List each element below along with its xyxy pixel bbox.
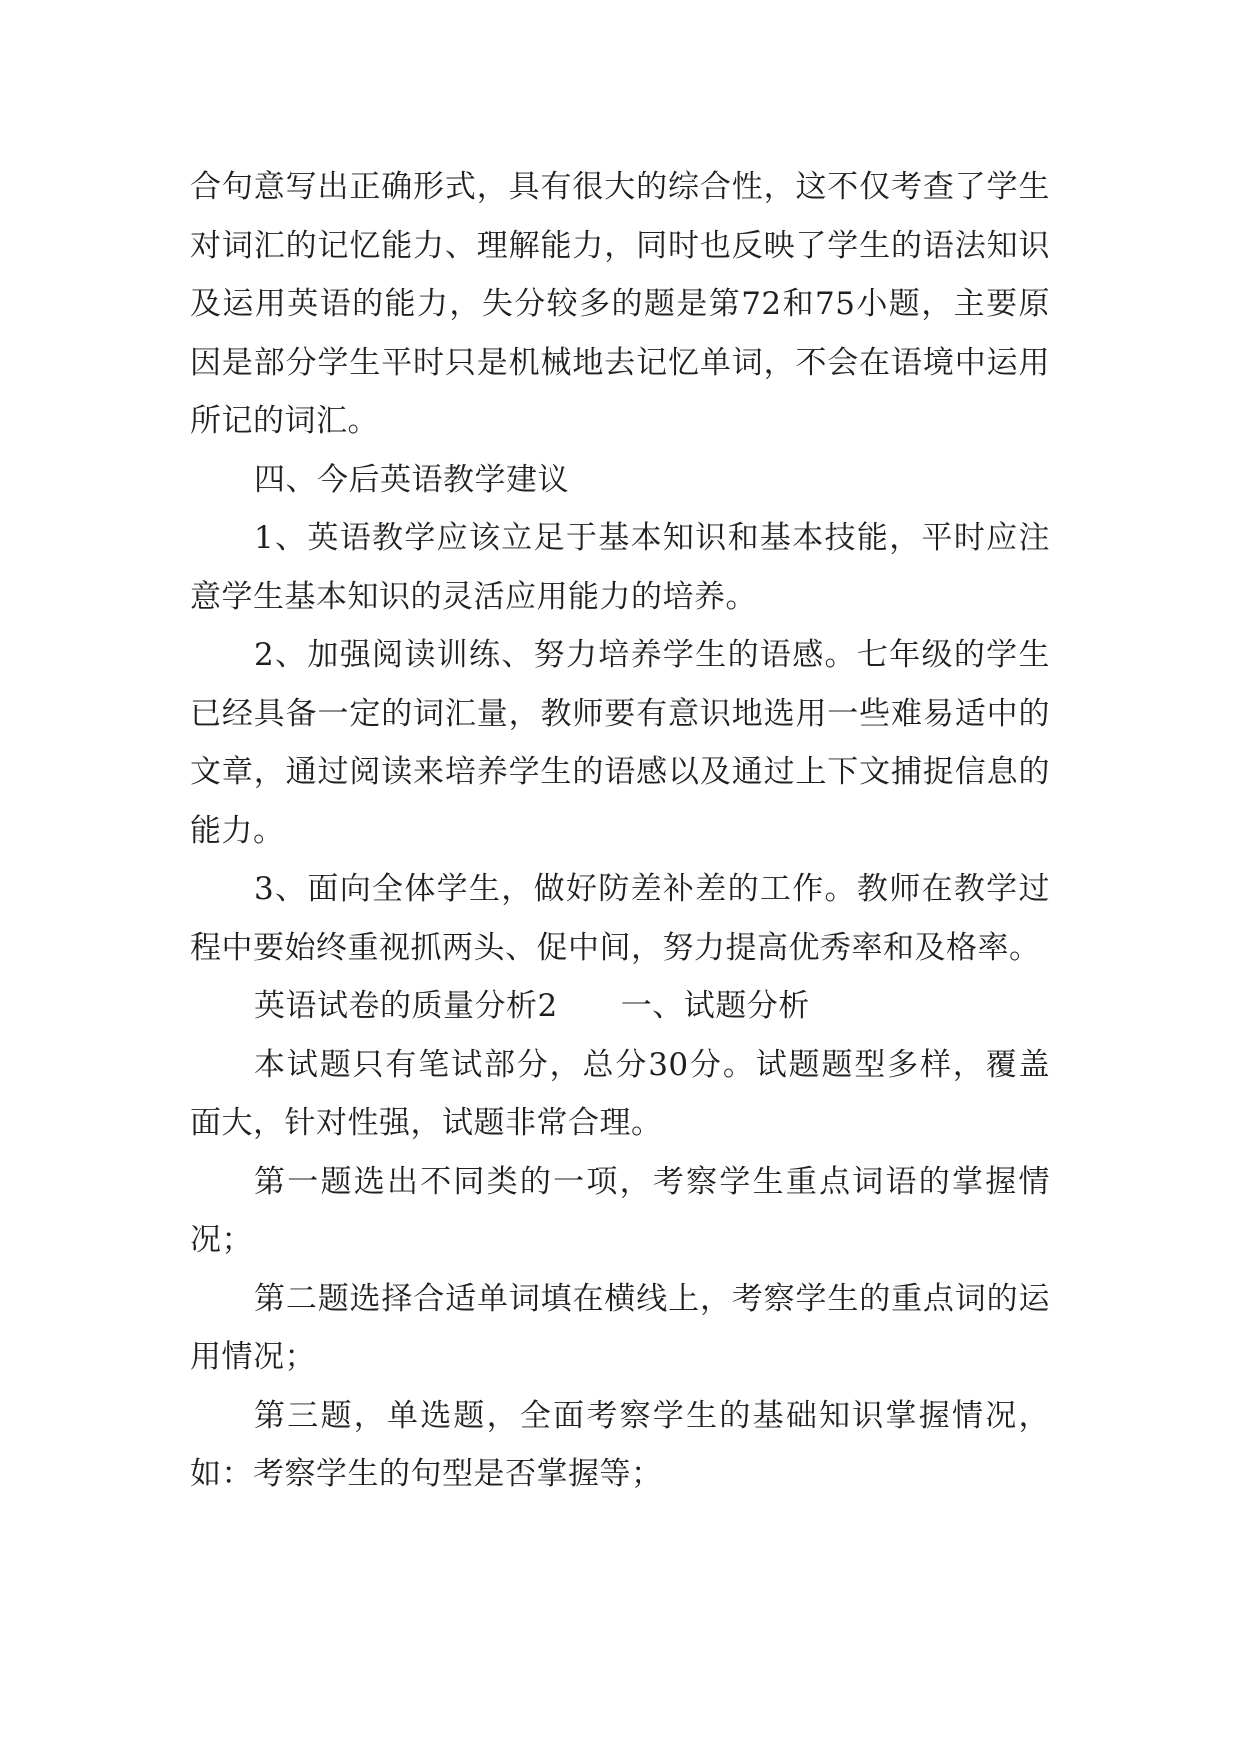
paragraph-continuation: 合句意写出正确形式，具有很大的综合性，这不仅考查了学生对词汇的记忆能力、理解能力，同时也反映了学生的语法知识及运用英语的能力，失分较多的题是第72和75小题，主要原因是部分学生平时只是机械地去记忆单词，不会在语境中运用所记的词汇。 <box>190 169 1050 439</box>
suggestion-item-1: 1、英语教学应该立足于基本知识和基本技能，平时应注意学生基本知识的灵活应用能力的培养。 <box>190 520 1050 615</box>
paragraph-question-1: 第一题选出不同类的一项，考察学生重点词语的掌握情况； <box>190 1163 1050 1258</box>
suggestion-item-2: 2、加强阅读训练、努力培养学生的语感。七年级的学生已经具备一定的词汇量，教师要有意识地选用一些难易适中的文章，通过阅读来培养学生的语感以及通过上下文捕捉信息的能力。 <box>190 637 1050 849</box>
suggestion-item-3: 3、面向全体学生，做好防差补差的工作。教师在教学过程中要始终重视抓两头、促中间，努力提高优秀率和及格率。 <box>190 871 1050 966</box>
paragraph-test-overview: 本试题只有笔试部分，总分30分。试题题型多样，覆盖面大，针对性强，试题非常合理。 <box>190 1046 1050 1141</box>
section-heading-teaching-suggestions: 四、今后英语教学建议 <box>254 461 569 498</box>
paragraph-question-2: 第二题选择合适单词填在横线上，考察学生的重点词的运用情况； <box>190 1280 1050 1375</box>
section-heading-analysis-2: 英语试卷的质量分析2 一、试题分析 <box>254 988 810 1024</box>
paragraph-question-3: 第三题，单选题，全面考察学生的基础知识掌握情况，如：考察学生的句型是否掌握等； <box>190 1397 1050 1492</box>
document-body <box>190 158 1050 1504</box>
